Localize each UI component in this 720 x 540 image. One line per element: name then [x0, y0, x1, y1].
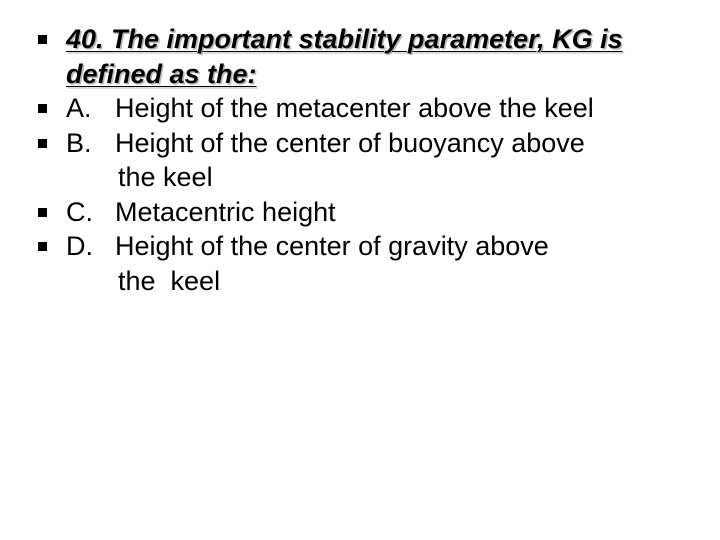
option-d: [36, 229, 706, 298]
square-bullet-icon: [38, 35, 47, 44]
question-text: 40. The important stability parameter, KG is defined as the:: [66, 24, 623, 89]
square-bullet-icon: [38, 139, 47, 148]
option-text-continuation: the keel: [118, 162, 213, 192]
option-c: [36, 195, 706, 230]
option-letter: B.: [66, 127, 92, 158]
square-bullet-icon: [38, 208, 47, 217]
option-b: [36, 126, 706, 195]
option-text: Metacentric height: [115, 196, 336, 227]
option-a: [36, 91, 706, 126]
square-bullet-icon: [38, 242, 47, 251]
option-letter: D.: [66, 231, 93, 261]
option-text-continuation: the keel: [118, 265, 221, 296]
question-item: [36, 22, 706, 91]
option-letter: A.: [66, 93, 92, 123]
option-text: Height of the center of gravity above: [115, 231, 549, 261]
option-text: Height of the center of buoyancy above: [115, 127, 585, 158]
option-letter: C.: [66, 196, 93, 227]
option-text: Height of the metacenter above the keel: [115, 93, 594, 123]
square-bullet-icon: [38, 104, 47, 113]
bullet-list: [36, 22, 706, 298]
